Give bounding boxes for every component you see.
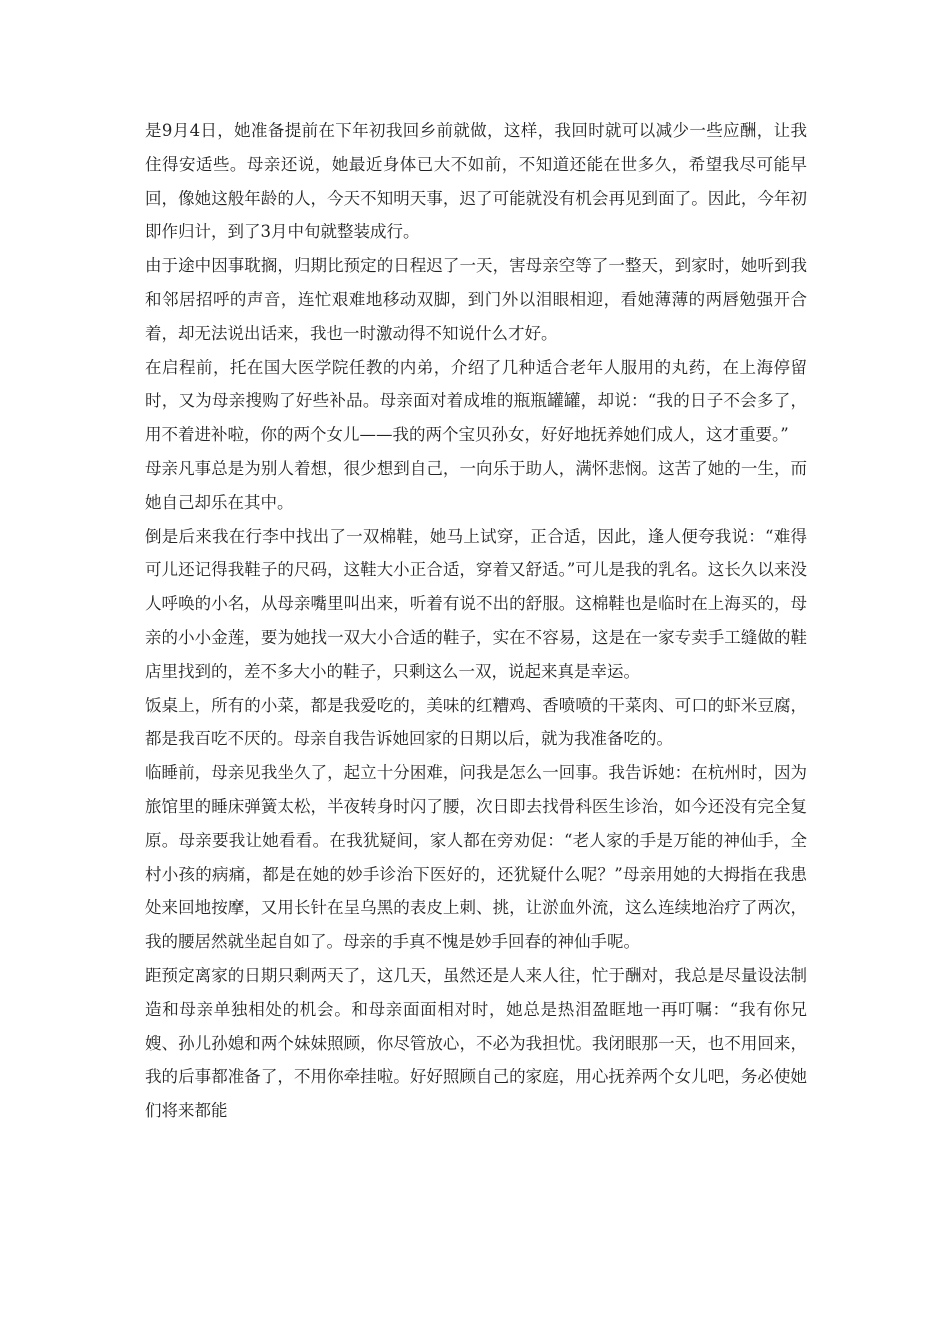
paragraph-8: 距预定离家的日期只剩两天了，这几天，虽然还是人来人往，忙于酬对，我总是尽量设法制造和母亲单独相处的机会。和母亲面面相对时，她总是热泪盈眶地一再叮嘱：“我有你兄嫂、孙儿孙媳和两个妹妹照顾，你尽管放心，不必为我担忧。我闭眼那一天，也不用回来，我的后事都准备了，不用你牵挂啦。好好照顾自己的家庭，用心抚养两个女儿吧，务必使她们将来都能 [145, 965, 807, 1121]
paragraph-1: 是9月4日，她准备提前在下年初我回乡前就做，这样，我回时就可以减少一些应酬，让我住得安适些。母亲还说，她最近身体已大不如前，不知道还能在世多久，希望我尽可能早回，像她这般年龄的人，今天不知明天事，迟了可能就没有机会再见到面了。因此，今年初即作归计，到了3月中旬就整装成行。 [145, 121, 807, 242]
paragraph-3: 在启程前，托在国大医学院任教的内弟，介绍了几种适合老年人服用的丸药，在上海停留时，又为母亲搜购了好些补品。母亲面对着成堆的瓶瓶罐罐，却说：“我的日子不会多了，用不着进补啦，你的两个女儿——我的两个宝贝孙女，好好地抚养她们成人，这才重要。” [145, 357, 807, 445]
paragraph-7: 临睡前，母亲见我坐久了，起立十分困难，问我是怎么一回事。我告诉她：在杭州时，因为旅馆里的睡床弹簧太松，半夜转身时闪了腰，次日即去找骨科医生诊治，如今还没有完全复原。母亲要我让她看看。在我犹疑间，家人都在旁劝促：“老人家的手是万能的神仙手，全村小孩的病痛，都是在她的妙手诊治下医好的，还犹疑什么呢？”母亲用她的大拇指在我患处来回地按摩，又用长针在呈乌黑的表皮上刺、挑，让淤血外流，这么连续地治疗了两次，我的腰居然就坐起自如了。母亲的手真不愧是妙手回春的神仙手呢。 [145, 763, 807, 952]
document-body [145, 114, 807, 1128]
paragraph-5: 倒是后来我在行李中找出了一双棉鞋，她马上试穿，正合适，因此，逢人便夸我说：“难得可儿还记得我鞋子的尺码，这鞋大小正合适，穿着又舒适。”可儿是我的乳名。这长久以来没人呼唤的小名，从母亲嘴里叫出来，听着有说不出的舒服。这棉鞋也是临时在上海买的，母亲的小小金莲，要为她找一双大小合适的鞋子，实在不容易，这是在一家专卖手工缝做的鞋店里找到的，差不多大小的鞋子，只剩这么一双，说起来真是幸运。 [145, 526, 807, 681]
paragraph-6: 饭桌上，所有的小菜，都是我爱吃的，美味的红糟鸡、香喷喷的干菜肉、可口的虾米豆腐，都是我百吃不厌的。母亲自我告诉她回家的日期以后，就为我准备吃的。 [145, 695, 807, 749]
paragraph-2: 由于途中因事耽搁，归期比预定的日程迟了一天，害母亲空等了一整天，到家时，她听到我和邻居招呼的声音，连忙艰难地移动双脚，到门外以泪眼相迎，看她薄薄的两唇勉强开合着，却无法说出话来，我也一时激动得不知说什么才好。 [145, 256, 807, 343]
paragraph-4: 母亲凡事总是为别人着想，很少想到自己，一向乐于助人，满怀悲悯。这苦了她的一生，而她自己却乐在其中。 [145, 458, 807, 512]
